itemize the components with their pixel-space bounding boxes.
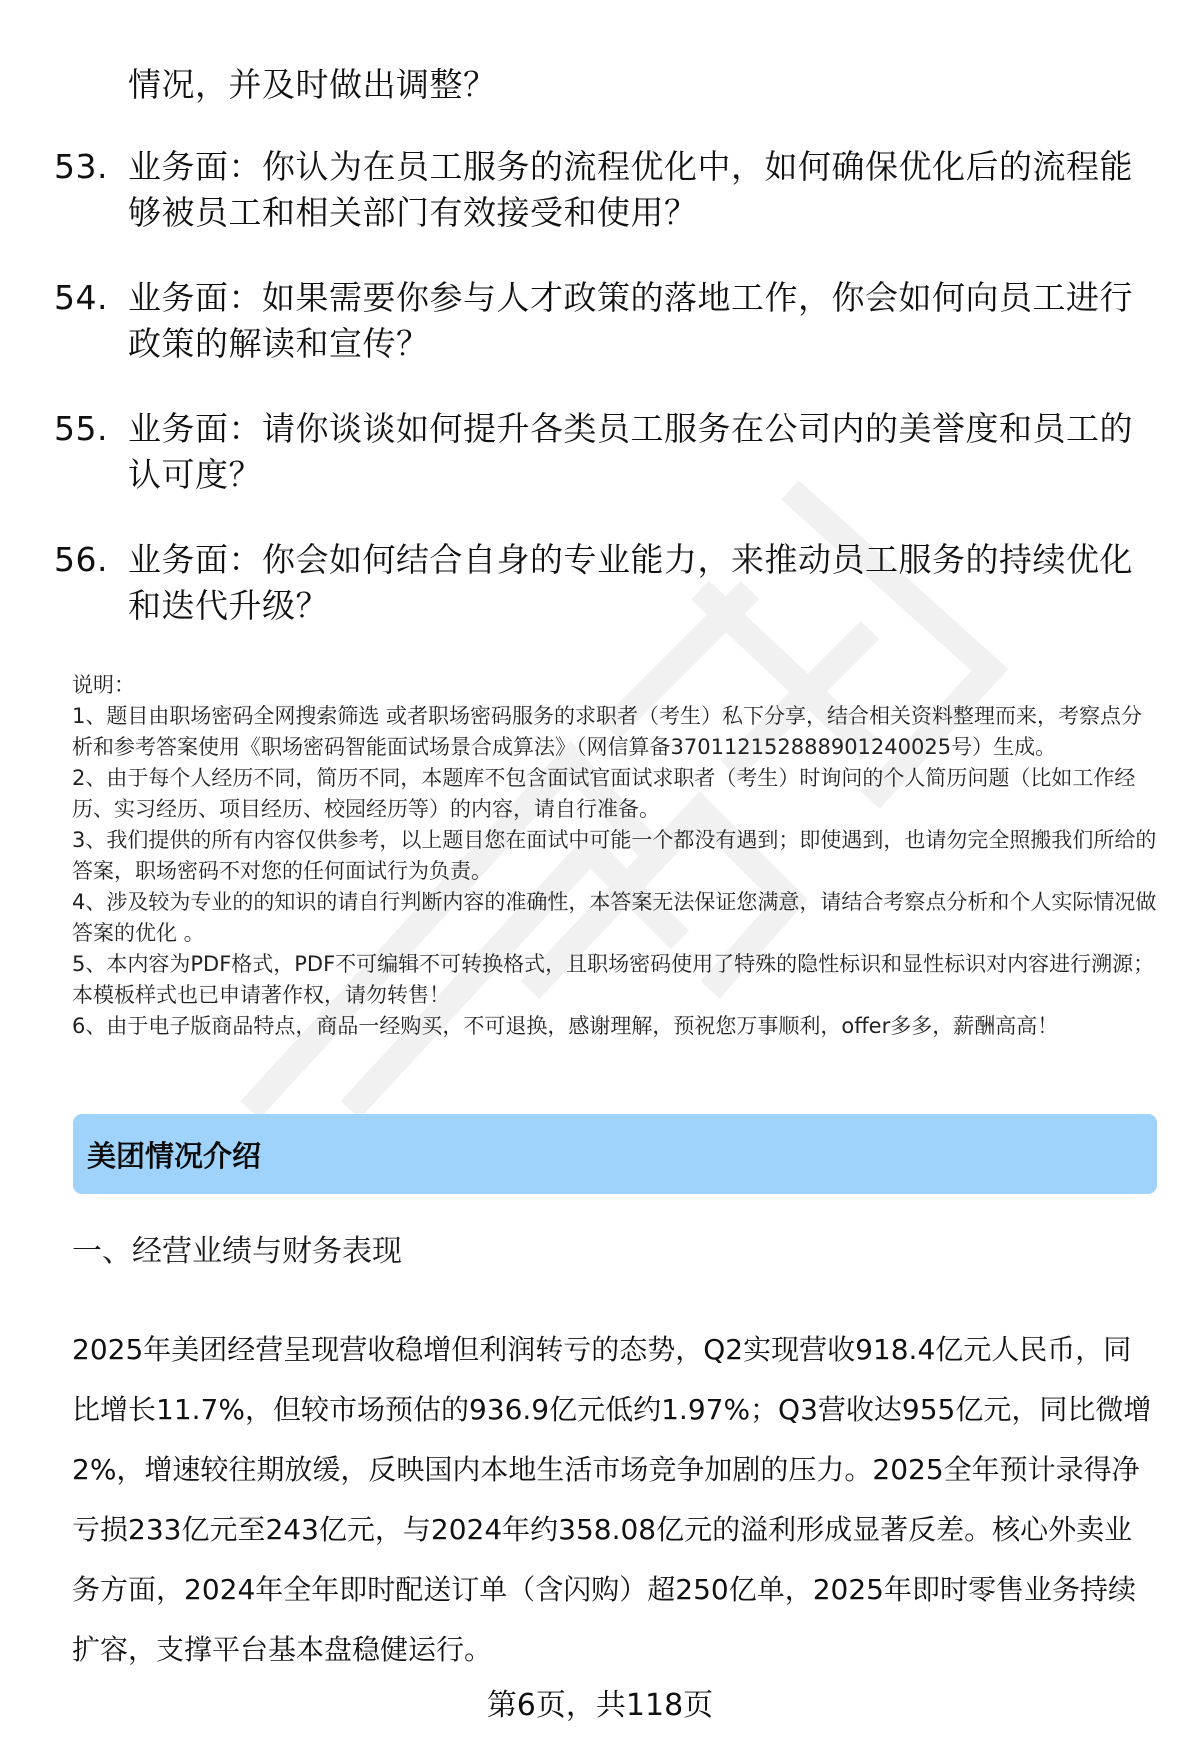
- question-item-56: [54, 537, 1154, 629]
- notes-heading: 说明：: [72, 673, 135, 697]
- question-number: 54.: [54, 278, 108, 317]
- question-text: 业务面：你会如何结合自身的专业能力，来推动员工服务的持续优化和迭代升级？: [128, 540, 1133, 625]
- question-number: 56.: [54, 540, 108, 579]
- section-title: 美团情况介绍: [87, 1138, 262, 1173]
- question-item-53: [54, 144, 1154, 236]
- section-header-box: [73, 1114, 1157, 1194]
- notes-item-4: 4、涉及较为专业的的知识的请自行判断内容的准确性，本答案无法保证您满意，请结合考察点分析和个人实际情况做答案的优化 。: [72, 890, 1157, 945]
- page-indicator: 第6页，共118页: [486, 1688, 714, 1723]
- notes-item-1: 1、题目由职场密码全网搜索筛选 或者职场密码服务的求职者（考生）私下分享，结合相关资料整理而来，考察点分析和参考答案使用《职场密码智能面试场景合成算法》（网信算备370112152888901240025号）生成。: [72, 704, 1143, 759]
- notes-item-3: 3、我们提供的所有内容仅供参考，以上题目您在面试中可能一个都没有遇到；即使遇到，也请勿完全照搬我们所给的答案，职场密码不对您的任何面试行为负责。: [72, 828, 1157, 883]
- question-text: 业务面：你认为在员工服务的流程优化中，如何确保优化后的流程能够被员工和相关部门有效接受和使用？: [128, 147, 1133, 232]
- question-text: 业务面：如果需要你参与人才政策的落地工作，你会如何向员工进行政策的解读和宣传？: [128, 278, 1133, 363]
- question-text: 业务面：请你谈谈如何提升各类员工服务在公司内的美誉度和员工的认可度？: [128, 409, 1133, 494]
- question-item-55: [54, 406, 1154, 498]
- question-number: 55.: [54, 409, 108, 448]
- notes-item-6: 6、由于电子版商品特点，商品一经购买，不可退换，感谢理解，预祝您万事顺利，offer多多，薪酬高高！: [72, 1014, 1059, 1038]
- notes-item-2: 2、由于每个人经历不同，简历不同，本题库不包含面试官面试求职者（考生）时询问的个人简历问题（比如工作经历、实习经历、项目经历、校园经历等）的内容，请自行准备。: [72, 766, 1136, 821]
- question-item-54: [54, 275, 1154, 367]
- disclaimer-notes: [72, 670, 1162, 1042]
- section-paragraph: 2025年美团经营呈现营收稳增但利润转亏的态势，Q2实现营收918.4亿元人民币，同比增长11.7%，但较市场预估的936.9亿元低约1.97%；Q3营收达955亿元，同比微增2%，增速较往期放缓，反映国内本地生活市场竞争加剧的压力。2025全年预计录得净亏损233亿元至243亿元，与2024年约358.08亿元的溢利形成显著反差。核心外卖业务方面，2024年全年即时配送订单（含闪购）超250亿单，2025年即时零售业务持续扩容，支撑平台基本盘稳健运行。: [72, 1333, 1152, 1666]
- question-continuation: 情况，并及时做出调整？: [128, 65, 497, 104]
- section-subheading: 一、经营业绩与财务表现: [72, 1234, 402, 1269]
- notes-item-5: 5、本内容为PDF格式，PDF不可编辑不可转换格式，且职场密码使用了特殊的隐性标识和显性标识对内容进行溯源；本模板样式也已申请著作权，请勿转售！: [72, 952, 1155, 1007]
- question-number: 53.: [54, 147, 108, 186]
